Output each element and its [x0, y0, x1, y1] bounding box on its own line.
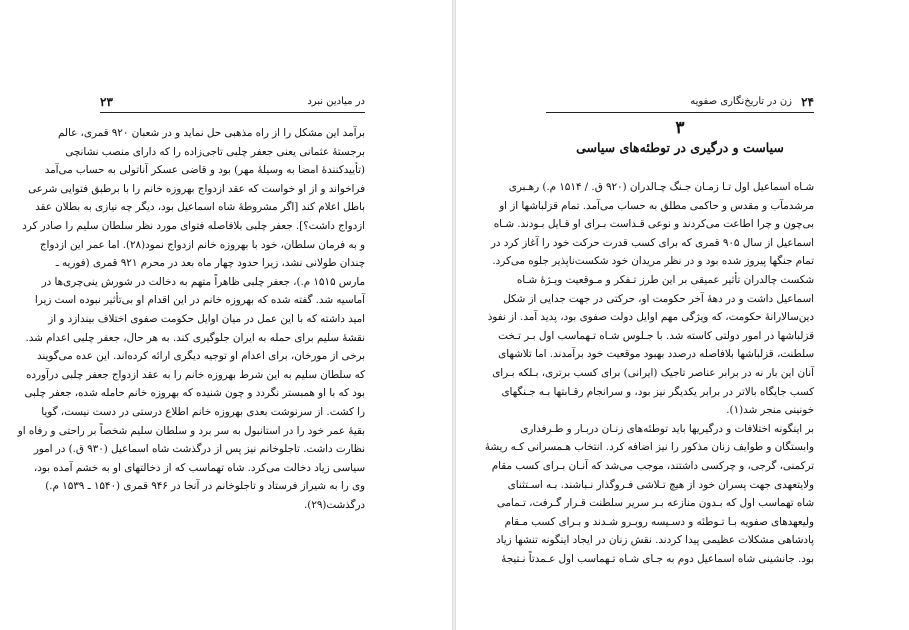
text-line: باطل اعلام کند [اگر مشروطهٔ شاه اسماعیل بود، دیگر چه نیازی به بطلان عقد	[35, 201, 365, 214]
text-line: سلطنت، قزلباشها بلافاصله درصدد بهبود موقعیت خود برآمدند. اما تلاشهای	[498, 348, 814, 361]
text-line: درگذشت(۲۹).	[304, 498, 365, 511]
text-line: که سلطان سلیم به این شرط بهروزه خانم را به عقد ازدواج جعفر چلبی درآورده	[26, 368, 365, 381]
text-line: نظارت داشت. تاجلوخانم نیز پس از درگذشت شاه اسماعیل (۹۳۰ ق.) در امور	[33, 443, 365, 456]
text-line: مرشدمآب و مقدس و حاکمی مطلق به حساب می‌آمد. تمام قزلباشها از او	[499, 199, 814, 212]
left-page-number: ۲۳	[100, 95, 113, 109]
text-line: پادشاهی مشکلات عظیمی پیدا کردند. نقش زنان در ایجاد اینگونه تنشها زیاد	[495, 534, 814, 547]
text-line: برجستهٔ عثمانی یعنی جعفر چلبی تاجی‌زاده را که دارای منصب نشانچی	[65, 145, 365, 158]
right-running-title: زن در تاریخ‌نگاری صفویه	[690, 96, 792, 107]
text-line: بر اینگونه اختلافات و درگیریها باید توطئه‌های زنـان دربـار و طـرفداری	[520, 422, 814, 435]
text-line: شاه تهماسب اول که بـدون منازعه بـر سریر سلطنت قـرار گـرفت، تـمامی	[496, 497, 814, 510]
text-line: امید داشته که با این عمل در میان اوایل حکومت صفوی اختلاف بیندازد و از	[48, 312, 365, 325]
left-page-body	[17, 124, 365, 514]
chapter-title: سیاست و درگیری در توطئه‌های سیاسی	[576, 140, 784, 155]
text-line: اسماعیل داشت و در دههٔ آخر حکومت او، حرکتی در جهت جدایی از شکل	[503, 292, 814, 305]
text-line: را کشت. از سرنوشت بعدی بهروزه خانم اطلاع درستی در دست نیست، گویا	[41, 405, 365, 418]
text-line: وی را به شیراز فرستاد و تاجلوخانم در آنجا در ۹۴۶ قمری (۱۵۴۰ ـ ۱۵۳۹ م.)	[45, 480, 365, 493]
right-page-header	[546, 96, 814, 110]
text-line: تمام جنگها پیروز شده بود و در نظر مریدان خود شکست‌ناپذیر جلوه می‌کرد.	[492, 255, 814, 268]
left-running-title: در میادین نبرد	[307, 96, 365, 107]
text-line: کسب جایگاه بالاتر در برابر یکدیگر نیز بود، و سرانجام رقـابتها بـه جـنگهای	[501, 385, 814, 398]
text-line: چندان طولانی نشد، زیرا حدود چهار ماه بعد در محرم ۹۲۱ قمری (فوریه ـ	[55, 257, 365, 270]
text-line: آنان این بار نه در برابر عناصر تاجیک (ایرانی) برای کسب برتری، بـلکه بـرای	[492, 366, 814, 379]
text-line: بقیهٔ عمر خود را در استانبول به سر برد و سلطان سلیم شخصاً بر راحتی و رفاه او	[17, 424, 365, 437]
text-line: فراخواند و از او خواست که عقد ازدواج بهروزه خانم را با برطبق فتوایی شرعی	[28, 182, 365, 195]
text-line: ولیعهدهای صفویه بـا تـوطئه و دسـیسه روبـرو شـدند و بـرای کسب مـقام	[504, 515, 814, 528]
text-line: برآمد این مشکل را از راه مذهبی حل نماید و در شعبان ۹۲۰ قمری، عالم	[58, 127, 365, 139]
text-line: ولایتعهدی جهت پسران خود از هیچ تـلاشی فـروگذار نـباشند. بـه اسـتثنای	[507, 478, 814, 491]
right-header-rule	[546, 112, 814, 113]
chapter-number: ۳	[675, 118, 685, 138]
right-page-body	[484, 178, 814, 568]
text-line: خونینی منجر شد(۱).	[726, 404, 814, 417]
text-line: آماسیه شد. گفته شده که بهروزه خانم در این اقدام او بی‌تأثیر نبوده است زیرا	[34, 294, 365, 307]
left-page	[0, 0, 452, 630]
text-line: اسماعیل از سال ۹۰۵ قمری که برای کسب قدرت حرکت خود را آغاز کرد در	[490, 236, 814, 249]
text-line: قزلباشها در امور دولتی کاسته شد. با جـلوس شـاه تـهماسب اول بـر تـخت	[498, 329, 814, 342]
left-page-header	[100, 96, 365, 110]
text-line: برخی از مورخان، برای اعدام او توجیه دیگری ارائه کرده‌اند. این عده می‌گویند	[36, 350, 365, 363]
text-line: بود. جانشینی شاه اسماعیل دوم به جـای شـاه تـهماسب اول عـمدتاً نـتیجهٔ	[501, 552, 814, 565]
text-line: (تأییدکنندهٔ امضا به وسیلهٔ مهر) بود و قاضی عسکر آناتولی به حساب می‌آمد	[44, 164, 365, 177]
text-line: سیاسی زیاد دخالت می‌کرد. شاه تهماسب که از دخالتهای او به خشم آمده بود،	[33, 461, 365, 474]
text-line: ازدواج داشت؟]. جعفر چلبی بلافاصله فتوای مورد نظر سلطان سلیم را صادر کرد	[22, 219, 365, 232]
text-line: ترکمنی، گرجی، و چرکسی داشتند، موجب می‌شد که آنـان بـرای کسب مقام	[491, 459, 814, 472]
text-line: مارس ۱۵۱۵ م.)، جعفر چلبی ظاهراً متهم به دخالت در شورش ینی‌چری‌ها در	[41, 275, 365, 288]
left-header-rule	[100, 112, 365, 113]
text-line: دین‌سالارانهٔ حکومت، که ویژگی مهم اوایل دولت صفوی بود، پدید آمد. از نفوذ	[487, 311, 814, 324]
text-line: بی‌چون و چرا اطاعت می‌کردند و نوعی قـداست بـرای او قـایل بـودند. شـاه	[493, 218, 814, 231]
text-line: نقشهٔ سلیم برای حمله به ایران جلوگیری کند. به هر حال، جعفر چلبی اعدام شد.	[25, 331, 365, 344]
text-line: وابستگان و طوایف زنان مذکور را نیز اضافه کرد. انتخاب هـمسرانی کـه ریشهٔ	[484, 441, 814, 454]
text-line: بود که با او همبستر نگردد و چون شنیده که بهروزه خانم حامله شده، جعفر چلبی	[24, 387, 365, 400]
right-page	[456, 0, 909, 630]
text-line: شکست چالدران تأثیر عمیقی بر این طرز تـفکر و مـوقعیت ویـژهٔ شـاه	[516, 273, 814, 286]
text-line: شـاه اسماعیل اول تـا زمـان جـنگ چـالدران (۹۲۰ ق. / ۱۵۱۴ م.) رهـبری	[508, 181, 814, 193]
text-line: و به فرمان سلطان، خود با بهروزه خانم ازدواج نمود(۲۸). اما عمر این ازدواج	[39, 238, 365, 251]
right-page-number: ۲۴	[801, 95, 814, 109]
